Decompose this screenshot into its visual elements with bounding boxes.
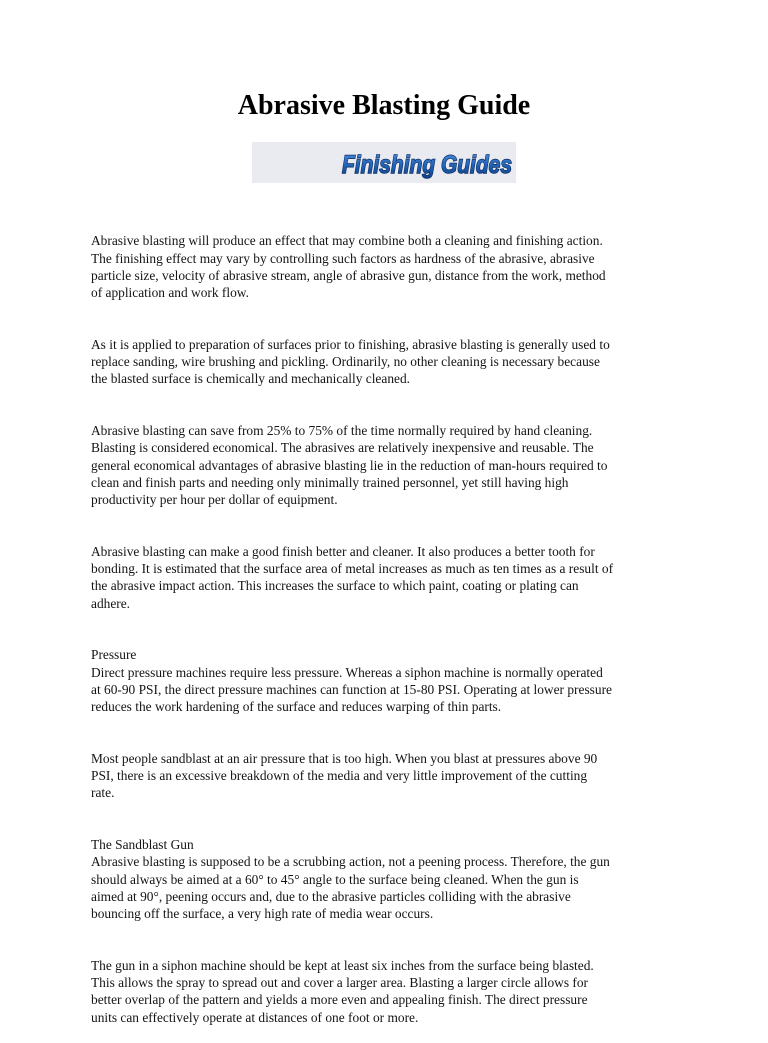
section-heading-pressure: Pressure <box>91 647 137 663</box>
paragraph <box>91 732 691 801</box>
paragraph-text: Direct pressure machines require less pressure. Whereas a siphon machine is normally operated at 60-90 PSI, the direct pressure machines can function at 15-80 PSI. Operating at lower pressure reduces the work hardening of the surface and reduces warping of thin parts. <box>91 664 612 715</box>
page-title: Abrasive Blasting Guide <box>237 90 531 121</box>
section-heading-sandblast-gun: The Sandblast Gun <box>91 836 194 852</box>
paragraph-text: Abrasive blasting can make a good finish better and cleaner. It also produces a better tooth for bonding. It is estimated that the surface area of metal increases as much as ten times as a result of the abrasive impact action. This increases the surface to which paint, coating or plating can adhere. <box>91 543 614 611</box>
paragraph-text: Abrasive blasting will produce an effect that may combine both a cleaning and finishing action. The finishing effect may vary by controlling such factors as hardness of the abrasive, abrasive particle size, velocity of abrasive stream, angle of abrasive gun, distance from the work, method of application and work flow. <box>91 233 606 301</box>
paragraph-text: Most people sandblast at an air pressure that is too high. When you blast at pressures above 90 PSI, there is an excessive breakdown of the media and very little improvement of the cutting rate. <box>91 750 598 801</box>
paragraph <box>91 215 691 301</box>
paragraph-text: As it is applied to preparation of surfaces prior to finishing, abrasive blasting is generally used to replace sanding, wire brushing and pickling. Ordinarily, no other cleaning is necessary because the blasted surface is chemically and mechanically cleaned. <box>91 336 610 387</box>
logo-text: Finishing Guides <box>342 151 513 179</box>
document-body <box>91 215 691 1043</box>
paragraph <box>91 819 691 923</box>
paragraph <box>91 939 691 1025</box>
paragraph-text: Abrasive blasting is supposed to be a scrubbing action, not a peening process. Therefore, the gun should always be aimed at a 60° to 45° angle to the surface being cleaned. When the gun is aimed at 90°, peening occurs and, due to the abrasive particles colliding with the abrasive bouncing off the surface, a very high rate of media wear occurs. <box>91 854 610 922</box>
paragraph <box>91 318 691 387</box>
paragraph <box>91 405 691 509</box>
paragraph <box>91 525 691 611</box>
paragraph <box>91 629 691 715</box>
paragraph-text: Abrasive blasting can save from 25% to 75% of the time normally required by hand cleaning. Blasting is considered economical. The abrasives are relatively inexpensive and reusable. The general economical advantages of abrasive blasting lie in the reduction of man-hours required to clean and finish parts and needing only minimally trained personnel, yet still having high productivity per hour per dollar of equipment. <box>91 422 608 508</box>
finishing-guides-logo-image <box>252 142 516 183</box>
paragraph-text: The gun in a siphon machine should be kept at least six inches from the surface being blasted. This allows the spray to spread out and cover a larger area. Blasting a larger circle allows for better overlap of the pattern and yields a more even and appealing finish. The direct pressure units can effectively operate at distances of one foot or more. <box>91 957 594 1025</box>
finishing-guides-logo <box>252 142 516 183</box>
